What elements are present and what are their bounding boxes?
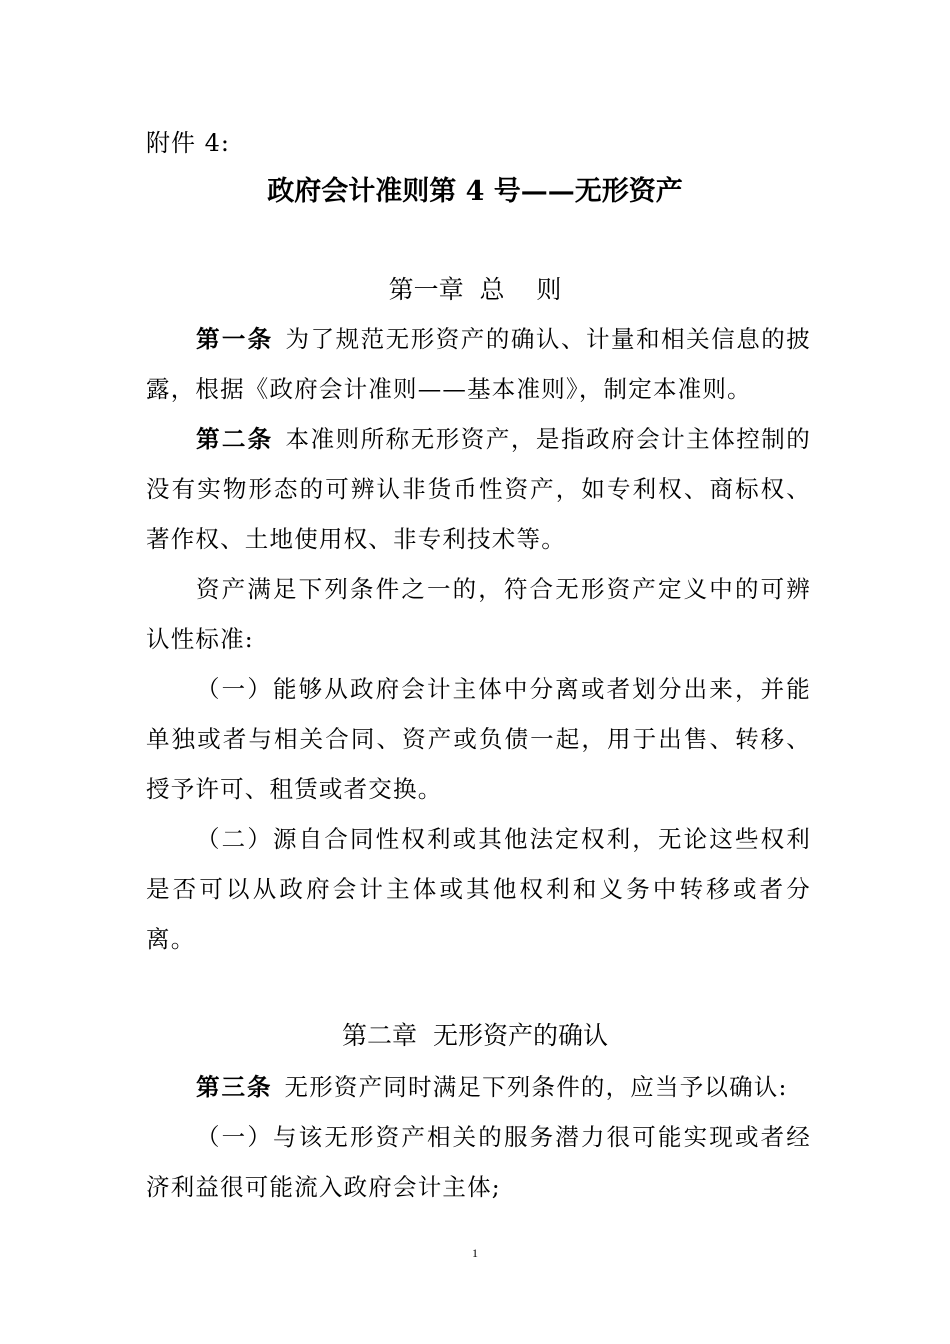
identifiability-item-1: （一）能够从政府会计主体中分离或者划分出来，并能单独或者与相关合同、资产或负债一起，用于出售、转移、授予许可、租赁或者交换。 xyxy=(146,675,811,803)
recognition-item-1: （一）与该无形资产相关的服务潜力很可能实现或者经济利益很可能流入政府会计主体; xyxy=(146,1123,811,1201)
chapter-2-heading: 第二章 无形资产的确认 xyxy=(342,1021,608,1050)
identifiability-item-2: （二）源自合同性权利或其他法定权利，无论这些权利是否可以从政府会计主体或其他权利和义务中转移或者分离。 xyxy=(146,825,811,953)
document-title: 政府会计准则第 4 号——无形资产 xyxy=(267,176,683,207)
article-3-text: 无形资产同时满足下列条件的，应当予以确认: xyxy=(284,1073,788,1101)
article-1-head: 第一条 xyxy=(196,325,274,353)
chapter-1-heading: 第一章 总 则 xyxy=(388,275,562,304)
identifiability-intro: 资产满足下列条件之一的，符合无形资产定义中的可辨认性标准: xyxy=(146,575,811,653)
article-2-text: 本准则所称无形资产，是指政府会计主体控制的没有实物形态的可辨认非货币性资产，如专利权、商标权、著作权、土地使用权、非专利技术等。 xyxy=(146,425,812,553)
article-3-head: 第三条 xyxy=(196,1073,273,1101)
article-3 xyxy=(146,1062,811,1112)
article-1 xyxy=(146,314,811,414)
article-2 xyxy=(146,414,811,564)
article-2-head: 第二条 xyxy=(196,425,274,453)
attachment-label: 附件 4: xyxy=(146,129,230,157)
article-1-text: 为了规范无形资产的确认、计量和相关信息的披露，根据《政府会计准则——基本准则》，制定本准则。 xyxy=(146,325,812,403)
page-number: 1 xyxy=(472,1246,478,1260)
